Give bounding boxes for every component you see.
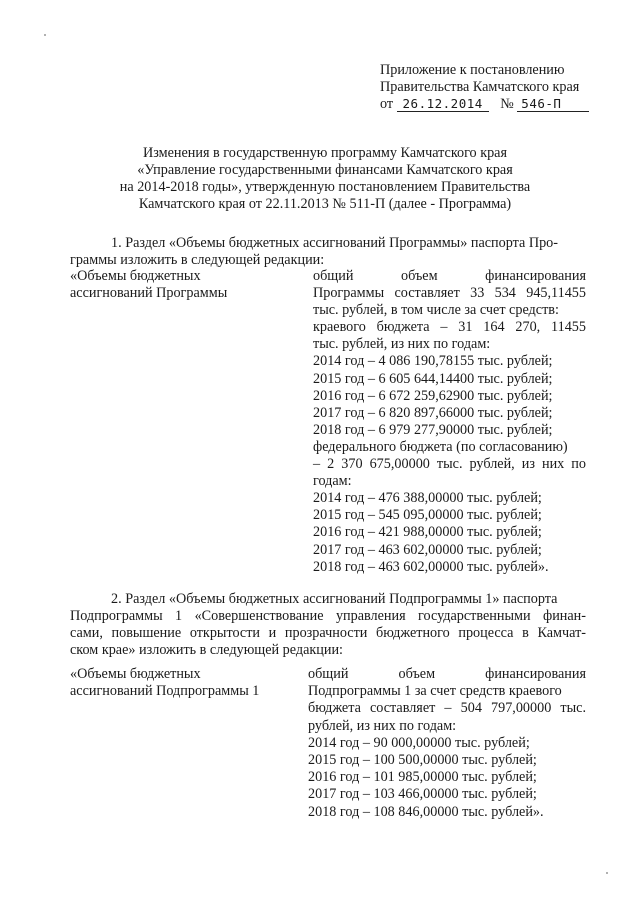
title-line-4: Камчатского края от 22.11.2013 № 511-П (далее - Программа) bbox=[138, 196, 512, 212]
s1-right-line: тыс. рублей, в том числе за счет средств: bbox=[313, 302, 559, 319]
s1-right-line: 2015 год – 545 095,00000 тыс. рублей; bbox=[313, 507, 542, 524]
section2-right-column bbox=[308, 666, 586, 821]
s1-right-line: – 2 370 675,00000 тыс. рублей, из них по bbox=[313, 456, 586, 473]
s2-right-line: 2018 год – 108 846,00000 тыс. рублей». bbox=[308, 803, 544, 820]
s1-right-line: 2015 год – 6 605 644,14400 тыс. рублей; bbox=[313, 370, 553, 387]
scan-speck bbox=[606, 872, 608, 874]
s2-right-line: общий объем финансирования bbox=[308, 666, 586, 682]
number-prefix: № bbox=[500, 96, 514, 112]
section2-left-line-1: «Объемы бюджетных bbox=[70, 666, 201, 682]
s1-right-line: 2014 год – 4 086 190,78155 тыс. рублей; bbox=[313, 353, 553, 370]
section2-intro-line-1: 2. Раздел «Объемы бюджетных ассигнований Подпрограммы 1» паспорта bbox=[111, 591, 558, 607]
s2-right-line: 2016 год – 101 985,00000 тыс. рублей; bbox=[308, 769, 537, 786]
section2-left-line-2: ассигнований Подпрограммы 1 bbox=[70, 683, 260, 699]
s1-right-line: Программы составляет 33 534 945,11455 bbox=[313, 285, 586, 302]
s2-right-line: бюджета составляет – 504 797,00000 тыс. bbox=[308, 700, 586, 717]
date-prefix: от bbox=[380, 96, 394, 112]
title-line-3: на 2014-2018 годы», утвержденную постановлением Правительства bbox=[119, 179, 531, 195]
s1-right-line: федерального бюджета (по согласованию) bbox=[313, 438, 568, 455]
section2-intro-block bbox=[70, 608, 586, 659]
appendix-date: 26.12.2014 bbox=[397, 97, 489, 112]
section1-intro-line-1: 1. Раздел «Объемы бюджетных ассигнований Программы» паспорта Про- bbox=[111, 235, 559, 251]
appendix-number: 546-П bbox=[517, 97, 589, 112]
s2-right-line: Подпрограммы 1 за счет средств краевого bbox=[308, 683, 562, 700]
title-line-2: «Управление государственными финансами Камчатского края bbox=[137, 162, 513, 178]
s1-right-line: годам: bbox=[313, 473, 352, 490]
section1-left-line-2: ассигнований Программы bbox=[70, 285, 228, 301]
s1-right-line: 2017 год – 6 820 897,66000 тыс. рублей; bbox=[313, 404, 553, 421]
appendix-line-2: Правительства Камчатского края bbox=[380, 79, 580, 95]
s1-right-line: 2017 год – 463 602,00000 тыс. рублей; bbox=[313, 541, 542, 558]
section2-intro-line-3: сами, повышение открытости и прозрачности бюджетного процесса в Камчат- bbox=[70, 625, 586, 641]
section1-right-column bbox=[313, 268, 586, 576]
s1-right-line: 2018 год – 463 602,00000 тыс. рублей». bbox=[313, 558, 549, 575]
s2-right-line: рублей, из них по годам: bbox=[308, 717, 457, 734]
s2-right-line: 2015 год – 100 500,00000 тыс. рублей; bbox=[308, 752, 537, 769]
section1-left-line-1: «Объемы бюджетных bbox=[70, 268, 201, 284]
scan-speck bbox=[44, 34, 46, 36]
document-title bbox=[90, 145, 560, 213]
section1-intro-line-2: граммы изложить в следующей редакции: bbox=[70, 252, 325, 268]
s1-right-line: краевого бюджета – 31 164 270, 11455 bbox=[313, 319, 586, 336]
s2-right-line: 2017 год – 103 466,00000 тыс. рублей; bbox=[308, 786, 537, 803]
appendix-date-number bbox=[380, 96, 589, 113]
s1-right-line: общий объем финансирования bbox=[313, 268, 586, 284]
s1-right-line: 2018 год – 6 979 277,90000 тыс. рублей; bbox=[313, 421, 553, 438]
s2-right-line: 2014 год – 90 000,00000 тыс. рублей; bbox=[308, 734, 530, 751]
s1-right-line: 2014 год – 476 388,00000 тыс. рублей; bbox=[313, 490, 542, 507]
appendix-line-1: Приложение к постановлению bbox=[380, 62, 565, 78]
section2-intro-line-4: ском крае» изложить в следующей редакции: bbox=[70, 642, 344, 658]
section2-intro-line-2: Подпрограммы 1 «Совершенствование управления государственными финан- bbox=[70, 608, 586, 624]
title-line-1: Изменения в государственную программу Камчатского края bbox=[142, 145, 508, 161]
s1-right-line: 2016 год – 6 672 259,62900 тыс. рублей; bbox=[313, 387, 553, 404]
s1-right-line: 2016 год – 421 988,00000 тыс. рублей; bbox=[313, 524, 542, 541]
s1-right-line: тыс. рублей, из них по годам: bbox=[313, 336, 491, 353]
